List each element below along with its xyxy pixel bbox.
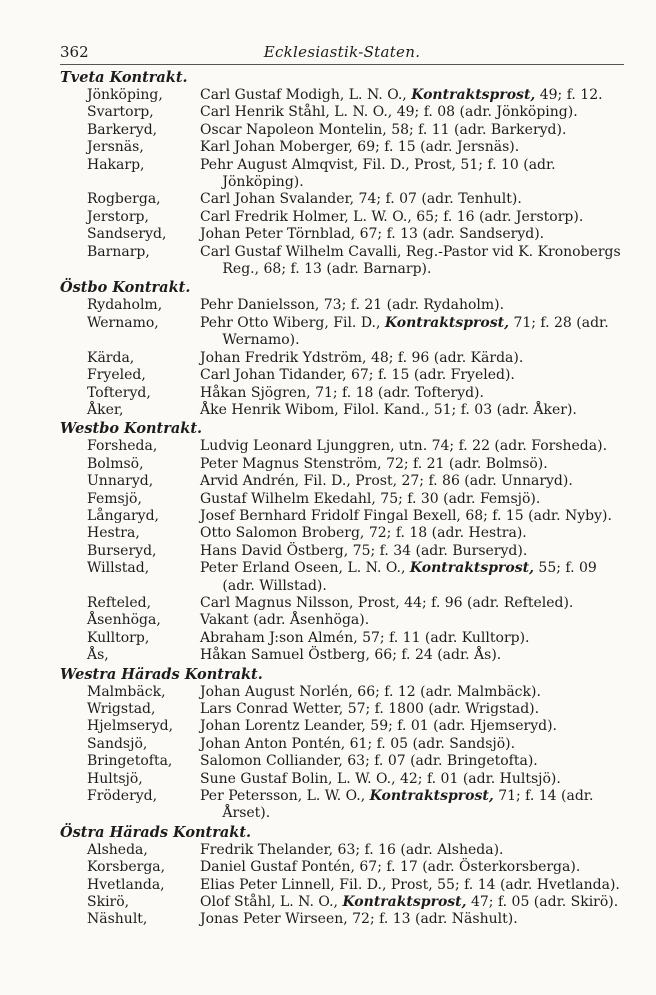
parish-entry — [60, 718, 626, 735]
contract-title: Östra Härads Kontrakt. — [60, 823, 252, 841]
clergy-name: Sune Gustaf Bolin, L. W. O., 42; f. 01 (adr. Hultsjö). — [200, 770, 561, 787]
parish-name: Burseryd, — [87, 542, 157, 559]
clergy-name: Lars Conrad Wetter, 57; f. 1800 (adr. Wrigstad). — [200, 701, 540, 717]
parish-name: Bolmsö, — [87, 455, 144, 472]
clergy-details — [200, 859, 626, 876]
parish-name: Hultsjö, — [87, 770, 143, 787]
parish-entry — [60, 491, 626, 508]
parish-entry — [60, 595, 626, 612]
parish-entry — [60, 647, 626, 664]
parish-name: Tofteryd, — [87, 384, 151, 401]
parish-name: Jönköping, — [87, 87, 163, 103]
parish-entry — [60, 104, 626, 121]
clergy-name: Carl Gustaf Wilhelm Cavalli, Reg.-Pastor vid K. Kronobergs Reg., 68; f. 13 (adr. Barnarp). — [200, 243, 621, 278]
parish-name: Hvetlanda, — [87, 876, 165, 893]
clergy-name: Carl Johan Tidander, 67; f. 15 (adr. Fryeled). — [200, 367, 515, 384]
clergy-details — [200, 894, 626, 911]
clergy-details — [200, 630, 626, 647]
clergy-name: Otto Salomon Broberg, 72; f. 18 (adr. Hestra). — [200, 525, 527, 542]
clergy-name: Håkan Sjögren, 71; f. 18 (adr. Tofteryd). — [200, 384, 484, 401]
clergy-details — [200, 367, 626, 384]
clergy-details — [200, 911, 626, 928]
clergy-details — [200, 491, 626, 508]
parish-name: Jerstorp, — [87, 208, 149, 225]
clergy-name: Johan August Norlén, 66; f. 12 (adr. Malmbäck). — [200, 683, 541, 700]
parish-entry — [60, 788, 626, 823]
clergy-details — [200, 385, 626, 402]
contract-title: Westbo Kontrakt. — [60, 420, 203, 438]
contract-section — [60, 665, 626, 823]
parish-name: Barnarp, — [87, 243, 150, 260]
clergy-title: Kontraktsprost, — [411, 87, 536, 103]
clergy-name: Johan Anton Pontén, 61; f. 05 (adr. Sandsjö). — [200, 735, 516, 752]
contract-section — [60, 68, 626, 278]
parish-entry — [60, 438, 626, 455]
clergy-details — [200, 297, 626, 314]
parish-name: Korsberga, — [87, 859, 166, 876]
parish-entry — [60, 226, 626, 243]
clergy-name: Åke Henrik Wibom, Filol. Kand., 51; f. 03 (adr. Åker). — [200, 401, 577, 418]
parish-name: Unnaryd, — [87, 473, 154, 490]
clergy-details — [200, 226, 626, 243]
parish-name: Ås, — [87, 647, 109, 664]
clergy-details — [200, 788, 626, 823]
page-header — [60, 40, 624, 65]
parish-name: Kulltorp, — [87, 629, 150, 646]
clergy-name: Johan Peter Törnblad, 67; f. 13 (adr. Sandseryd). — [200, 226, 545, 243]
clergy-name: Peter Magnus Stenström, 72; f. 21 (adr. Bolmsö). — [200, 455, 548, 472]
parish-entry — [60, 911, 626, 928]
parish-entry — [60, 753, 626, 770]
clergy-details-rest: 55; f. 09 (adr. Willstad). — [222, 560, 597, 594]
clergy-title: Kontraktsprost, — [409, 560, 534, 577]
clergy-details — [200, 525, 626, 542]
clergy-title: Kontraktsprost, — [384, 314, 509, 331]
clergy-details — [200, 438, 626, 455]
clergy-name: Johan Lorentz Leander, 59; f. 01 (adr. Hjemseryd). — [200, 718, 557, 735]
clergy-details — [200, 315, 626, 350]
clergy-name: Arvid Andrén, Fil. D., Prost, 27; f. 86 (adr. Unnaryd). — [200, 473, 573, 490]
parish-entry — [60, 191, 626, 208]
parish-name: Rydaholm, — [87, 297, 163, 314]
parish-entry — [60, 684, 626, 701]
parish-entry — [60, 473, 626, 490]
clergy-details — [200, 157, 626, 192]
clergy-name: Carl Johan Svalander, 74; f. 07 (adr. Tenhult). — [200, 191, 522, 208]
parish-name: Femsjö, — [87, 490, 142, 507]
clergy-name: Josef Bernhard Fridolf Fingal Bexell, 68; f. 15 (adr. Nyby). — [200, 507, 612, 524]
parish-name: Långaryd, — [87, 507, 159, 524]
clergy-details — [200, 595, 626, 612]
clergy-name: Abraham J:son Almén, 57; f. 11 (adr. Kulltorp). — [200, 629, 530, 646]
contract-title: Westra Härads Kontrakt. — [60, 665, 263, 683]
clergy-details — [200, 456, 626, 473]
contract-section — [60, 823, 626, 929]
clergy-title: Kontraktsprost, — [342, 894, 467, 911]
clergy-details — [200, 647, 626, 664]
parish-entry — [60, 877, 626, 894]
parish-name: Näshult, — [87, 911, 148, 928]
clergy-name: Carl Fredrik Holmer, L. W. O., 65; f. 16 (adr. Jerstorp). — [200, 208, 584, 225]
clergy-details — [200, 508, 626, 525]
clergy-details — [200, 191, 626, 208]
parish-name: Refteled, — [87, 594, 152, 611]
parish-entry — [60, 385, 626, 402]
parish-entry — [60, 209, 626, 226]
parish-name: Wernamo, — [87, 314, 159, 331]
clergy-details — [200, 877, 626, 894]
clergy-name: Elias Peter Linnell, Fil. D., Prost, 55; f. 14 (adr. Hvetlanda). — [200, 876, 620, 893]
parish-name: Hestra, — [87, 525, 140, 542]
contract-section — [60, 278, 626, 419]
parish-name: Forsheda, — [87, 438, 158, 455]
parish-name: Åsenhöga, — [87, 612, 161, 629]
parish-entry — [60, 543, 626, 560]
clergy-details — [200, 771, 626, 788]
clergy-register — [60, 68, 626, 929]
parish-entry — [60, 315, 626, 350]
page-number: 362 — [60, 43, 89, 61]
parish-entry — [60, 612, 626, 629]
clergy-details — [200, 753, 626, 770]
clergy-details — [200, 209, 626, 226]
parish-name: Åker, — [87, 401, 124, 418]
parish-entry — [60, 402, 626, 419]
clergy-details — [200, 736, 626, 753]
clergy-name: Fredrik Thelander, 63; f. 16 (adr. Alsheda). — [200, 841, 504, 858]
clergy-name: Gustaf Wilhelm Ekedahl, 75; f. 30 (adr. Femsjö). — [200, 490, 541, 507]
parish-name: Willstad, — [87, 560, 150, 577]
parish-entry — [60, 560, 626, 595]
contract-title: Tveta Kontrakt. — [60, 69, 188, 86]
clergy-details — [200, 684, 626, 701]
clergy-name: Vakant (adr. Åsenhöga). — [200, 612, 370, 629]
clergy-details — [200, 350, 626, 367]
parish-entry — [60, 842, 626, 859]
parish-entry — [60, 894, 626, 911]
parish-entry — [60, 508, 626, 525]
clergy-name: Pehr August Almqvist, Fil. D., Prost, 51; f. 10 (adr. Jönköping). — [200, 156, 556, 191]
parish-entry — [60, 736, 626, 753]
clergy-name: Salomon Colliander, 63; f. 07 (adr. Bringetofta). — [200, 753, 538, 770]
parish-entry — [60, 630, 626, 647]
parish-entry — [60, 525, 626, 542]
clergy-name: Per Petersson, L. W. O., — [200, 788, 370, 805]
parish-name: Jersnäs, — [87, 139, 144, 156]
clergy-name: Pehr Danielsson, 73; f. 21 (adr. Rydaholm). — [200, 297, 505, 314]
clergy-details — [200, 701, 626, 718]
clergy-details — [200, 560, 626, 595]
clergy-name: Håkan Samuel Östberg, 66; f. 24 (adr. Ås). — [200, 647, 502, 664]
clergy-details — [200, 139, 626, 156]
parish-name: Fröderyd, — [87, 788, 158, 805]
contract-section — [60, 419, 626, 664]
parish-name: Malmbäck, — [87, 683, 166, 700]
clergy-details-rest: 71; f. 14 (adr. Årset). — [222, 788, 594, 822]
clergy-details-rest: 49; f. 12. — [535, 87, 603, 103]
parish-entry — [60, 157, 626, 192]
clergy-details — [200, 122, 626, 139]
parish-entry — [60, 297, 626, 314]
clergy-name: Daniel Gustaf Pontén, 67; f. 17 (adr. Österkorsberga). — [200, 859, 581, 876]
parish-name: Wrigstad, — [87, 701, 156, 717]
clergy-name: Peter Erland Oseen, L. N. O., — [200, 560, 410, 577]
parish-name: Rogberga, — [87, 191, 161, 208]
clergy-name: Hans David Östberg, 75; f. 34 (adr. Burseryd). — [200, 542, 528, 559]
parish-name: Kärda, — [87, 349, 135, 366]
parish-entry — [60, 244, 626, 279]
parish-name: Alsheda, — [87, 841, 148, 858]
parish-name: Fryeled, — [87, 367, 146, 384]
clergy-title: Kontraktsprost, — [369, 788, 494, 805]
parish-entry — [60, 367, 626, 384]
clergy-name: Carl Magnus Nilsson, Prost, 44; f. 96 (adr. Refteled). — [200, 594, 574, 611]
clergy-details-rest: 71; f. 28 (adr. Wernamo). — [222, 314, 609, 349]
parish-name: Bringetofta, — [87, 753, 173, 770]
parish-entry — [60, 456, 626, 473]
clergy-name: Olof Ståhl, L. N. O., — [200, 894, 343, 911]
clergy-name: Carl Henrik Ståhl, L. N. O., 49; f. 08 (adr. Jönköping). — [200, 104, 578, 121]
clergy-details — [200, 842, 626, 859]
clergy-details — [200, 87, 626, 104]
parish-entry — [60, 139, 626, 156]
clergy-name: Pehr Otto Wiberg, Fil. D., — [200, 314, 385, 331]
clergy-details — [200, 244, 626, 279]
clergy-details — [200, 543, 626, 560]
clergy-details — [200, 612, 626, 629]
parish-entry — [60, 859, 626, 876]
clergy-name: Jonas Peter Wirseen, 72; f. 13 (adr. Näshult). — [200, 911, 518, 928]
parish-name: Barkeryd, — [87, 121, 158, 138]
clergy-details — [200, 402, 626, 419]
contract-title: Östbo Kontrakt. — [60, 279, 191, 297]
parish-entry — [60, 701, 626, 718]
clergy-name: Karl Johan Moberger, 69; f. 15 (adr. Jersnäs). — [200, 139, 520, 156]
parish-name: Svartorp, — [87, 104, 154, 121]
clergy-name: Carl Gustaf Modigh, L. N. O., — [200, 87, 412, 103]
parish-name: Sandseryd, — [87, 226, 167, 243]
clergy-name: Oscar Napoleon Montelin, 58; f. 11 (adr. Barkeryd). — [200, 121, 567, 138]
parish-name: Skirö, — [87, 894, 130, 911]
running-title: Ecklesiastik-Staten. — [263, 43, 421, 61]
parish-entry — [60, 350, 626, 367]
clergy-details — [200, 104, 626, 121]
clergy-name: Johan Fredrik Ydström, 48; f. 96 (adr. Kärda). — [200, 349, 524, 366]
parish-name: Hjelmseryd, — [87, 718, 174, 735]
clergy-name: Ludvig Leonard Ljunggren, utn. 74; f. 22 (adr. Forsheda). — [200, 438, 608, 455]
parish-entry — [60, 771, 626, 788]
parish-name: Hakarp, — [87, 156, 145, 173]
clergy-details — [200, 473, 626, 490]
clergy-details-rest: 47; f. 05 (adr. Skirö). — [466, 894, 619, 911]
parish-entry — [60, 87, 626, 104]
clergy-details — [200, 718, 626, 735]
parish-entry — [60, 122, 626, 139]
parish-name: Sandsjö, — [87, 735, 148, 752]
